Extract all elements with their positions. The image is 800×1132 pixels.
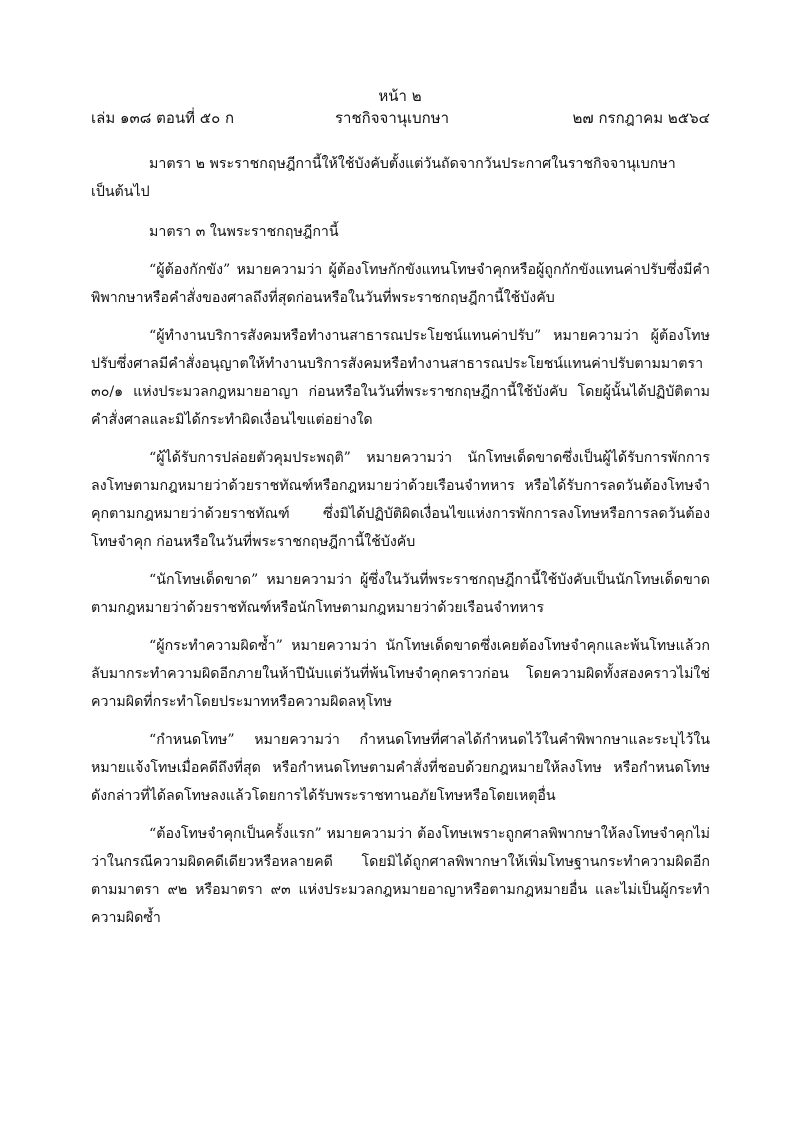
section-3-heading: มาตรา ๓ ในพระราชกฤษฎีกานี้ [149,224,339,240]
definition-prisoner: “นักโทษเด็ดขาด” หมายความว่า ผู้ซึ่งในวันที่พระราชกฤษฎีกานี้ใช้บังคับเป็นนักโทษเด็ดขาดตามกฎหมายว่าด้วยราชทัณฑ์หรือนักโทษตามกฎหมายว่าด้วยเรือนจำทหาร [91,572,710,616]
definition-detainee: “ผู้ต้องกักขัง” หมายความว่า ผู้ต้องโทษกักขังแทนโทษจำคุกหรือผู้ถูกกักขังแทนค่าปรับซึ่งมีคำพิพากษาหรือคำสั่งของศาลถึงที่สุดก่อนหรือในวันที่พระราชกฤษฎีกานี้ใช้บังคับ [91,262,710,306]
definition-parolee: “ผู้ได้รับการปล่อยตัวคุมประพฤติ” หมายความว่า นักโทษเด็ดขาดซึ่งเป็นผู้ได้รับการพักการลงโทษตามกฎหมายว่าด้วยราชทัณฑ์หรือกฎหมายว่าด้วยเรือนจำทหาร หรือได้รับการลดวันต้องโทษจำคุกตามกฎหมายว่าด้วยราชทัณฑ์ ซึ่งมิได้ปฏิบัติผิดเงื่อนไขแห่งการพักการลงโทษหรือการลดวันต้องโทษจำคุก ก่อนหรือในวันที่พระราชกฤษฎีกานี้ใช้บังคับ [91,450,710,550]
definition-first-imprisonment: “ต้องโทษจำคุกเป็นครั้งแรก” หมายความว่า ต้องโทษเพราะถูกศาลพิพากษาให้ลงโทษจำคุกไม่ว่าในกรณีความผิดคดีเดียวหรือหลายคดี โดยมิได้ถูกศาลพิพากษาให้เพิ่มโทษฐานกระทำความผิดอีกตามมาตรา ๙๒ หรือมาตรา ๙๓ แห่งประมวลกฎหมายอาญาหรือตามกฎหมายอื่น และไม่เป็นผู้กระทำความผิดซ้ำ [91,826,710,926]
definition-community-service: “ผู้ทำงานบริการสังคมหรือทำงานสาธารณประโยชน์แทนค่าปรับ” หมายความว่า ผู้ต้องโทษปรับซึ่งศาลมีคำสั่งอนุญาตให้ทำงานบริการสังคมหรือทำงานสาธารณประโยชน์แทนค่าปรับตามมาตรา ๓๐/๑ แห่งประมวลกฎหมายอาญา ก่อนหรือในวันที่พระราชกฤษฎีกานี้ใช้บังคับ โดยผู้นั้นได้ปฏิบัติตามคำสั่งศาลและมิได้กระทำผิดเงื่อนไขแต่อย่างใด [91,328,710,428]
page-number: หน้า ๒ [378,87,422,105]
gazette-header [91,106,710,128]
definition-repeat-offender: “ผู้กระทำความผิดซ้ำ” หมายความว่า นักโทษเด็ดขาดซึ่งเคยต้องโทษจำคุกและพ้นโทษแล้วกลับมากระทำความผิดอีกภายในห้าปีนับแต่วันที่พ้นโทษจำคุกคราวก่อน โดยความผิดทั้งสองคราวไม่ใช่ความผิดที่กระทำโดยประมาทหรือความผิดลหุโทษ [91,638,710,710]
volume-issue: เล่ม ๑๓๘ ตอนที่ ๕๐ ก [91,109,235,127]
publication-date: ๒๗ กรกฎาคม ๒๕๖๔ [572,109,710,127]
definition-sentence-term: “กำหนดโทษ” หมายความว่า กำหนดโทษที่ศาลได้กำหนดไว้ในคำพิพากษาและระบุไว้ในหมายแจ้งโทษเมื่อคดีถึงที่สุด หรือกำหนดโทษตามคำสั่งที่ชอบด้วยกฎหมายให้ลงโทษ หรือกำหนดโทษดังกล่าวที่ได้ลดโทษลงแล้วโดยการได้รับพระราชทานอภัยโทษหรือโดยเหตุอื่น [91,732,710,804]
gazette-name: ราชกิจจานุเบกษา [335,109,450,127]
section-2-continuation: เป็นต้นไป [91,184,150,200]
document-body [91,150,710,932]
section-2-text: มาตรา ๒ พระราชกฤษฎีกานี้ให้ใช้บังคับตั้งแต่วันถัดจากวันประกาศในราชกิจจานุเบกษา [149,156,676,172]
